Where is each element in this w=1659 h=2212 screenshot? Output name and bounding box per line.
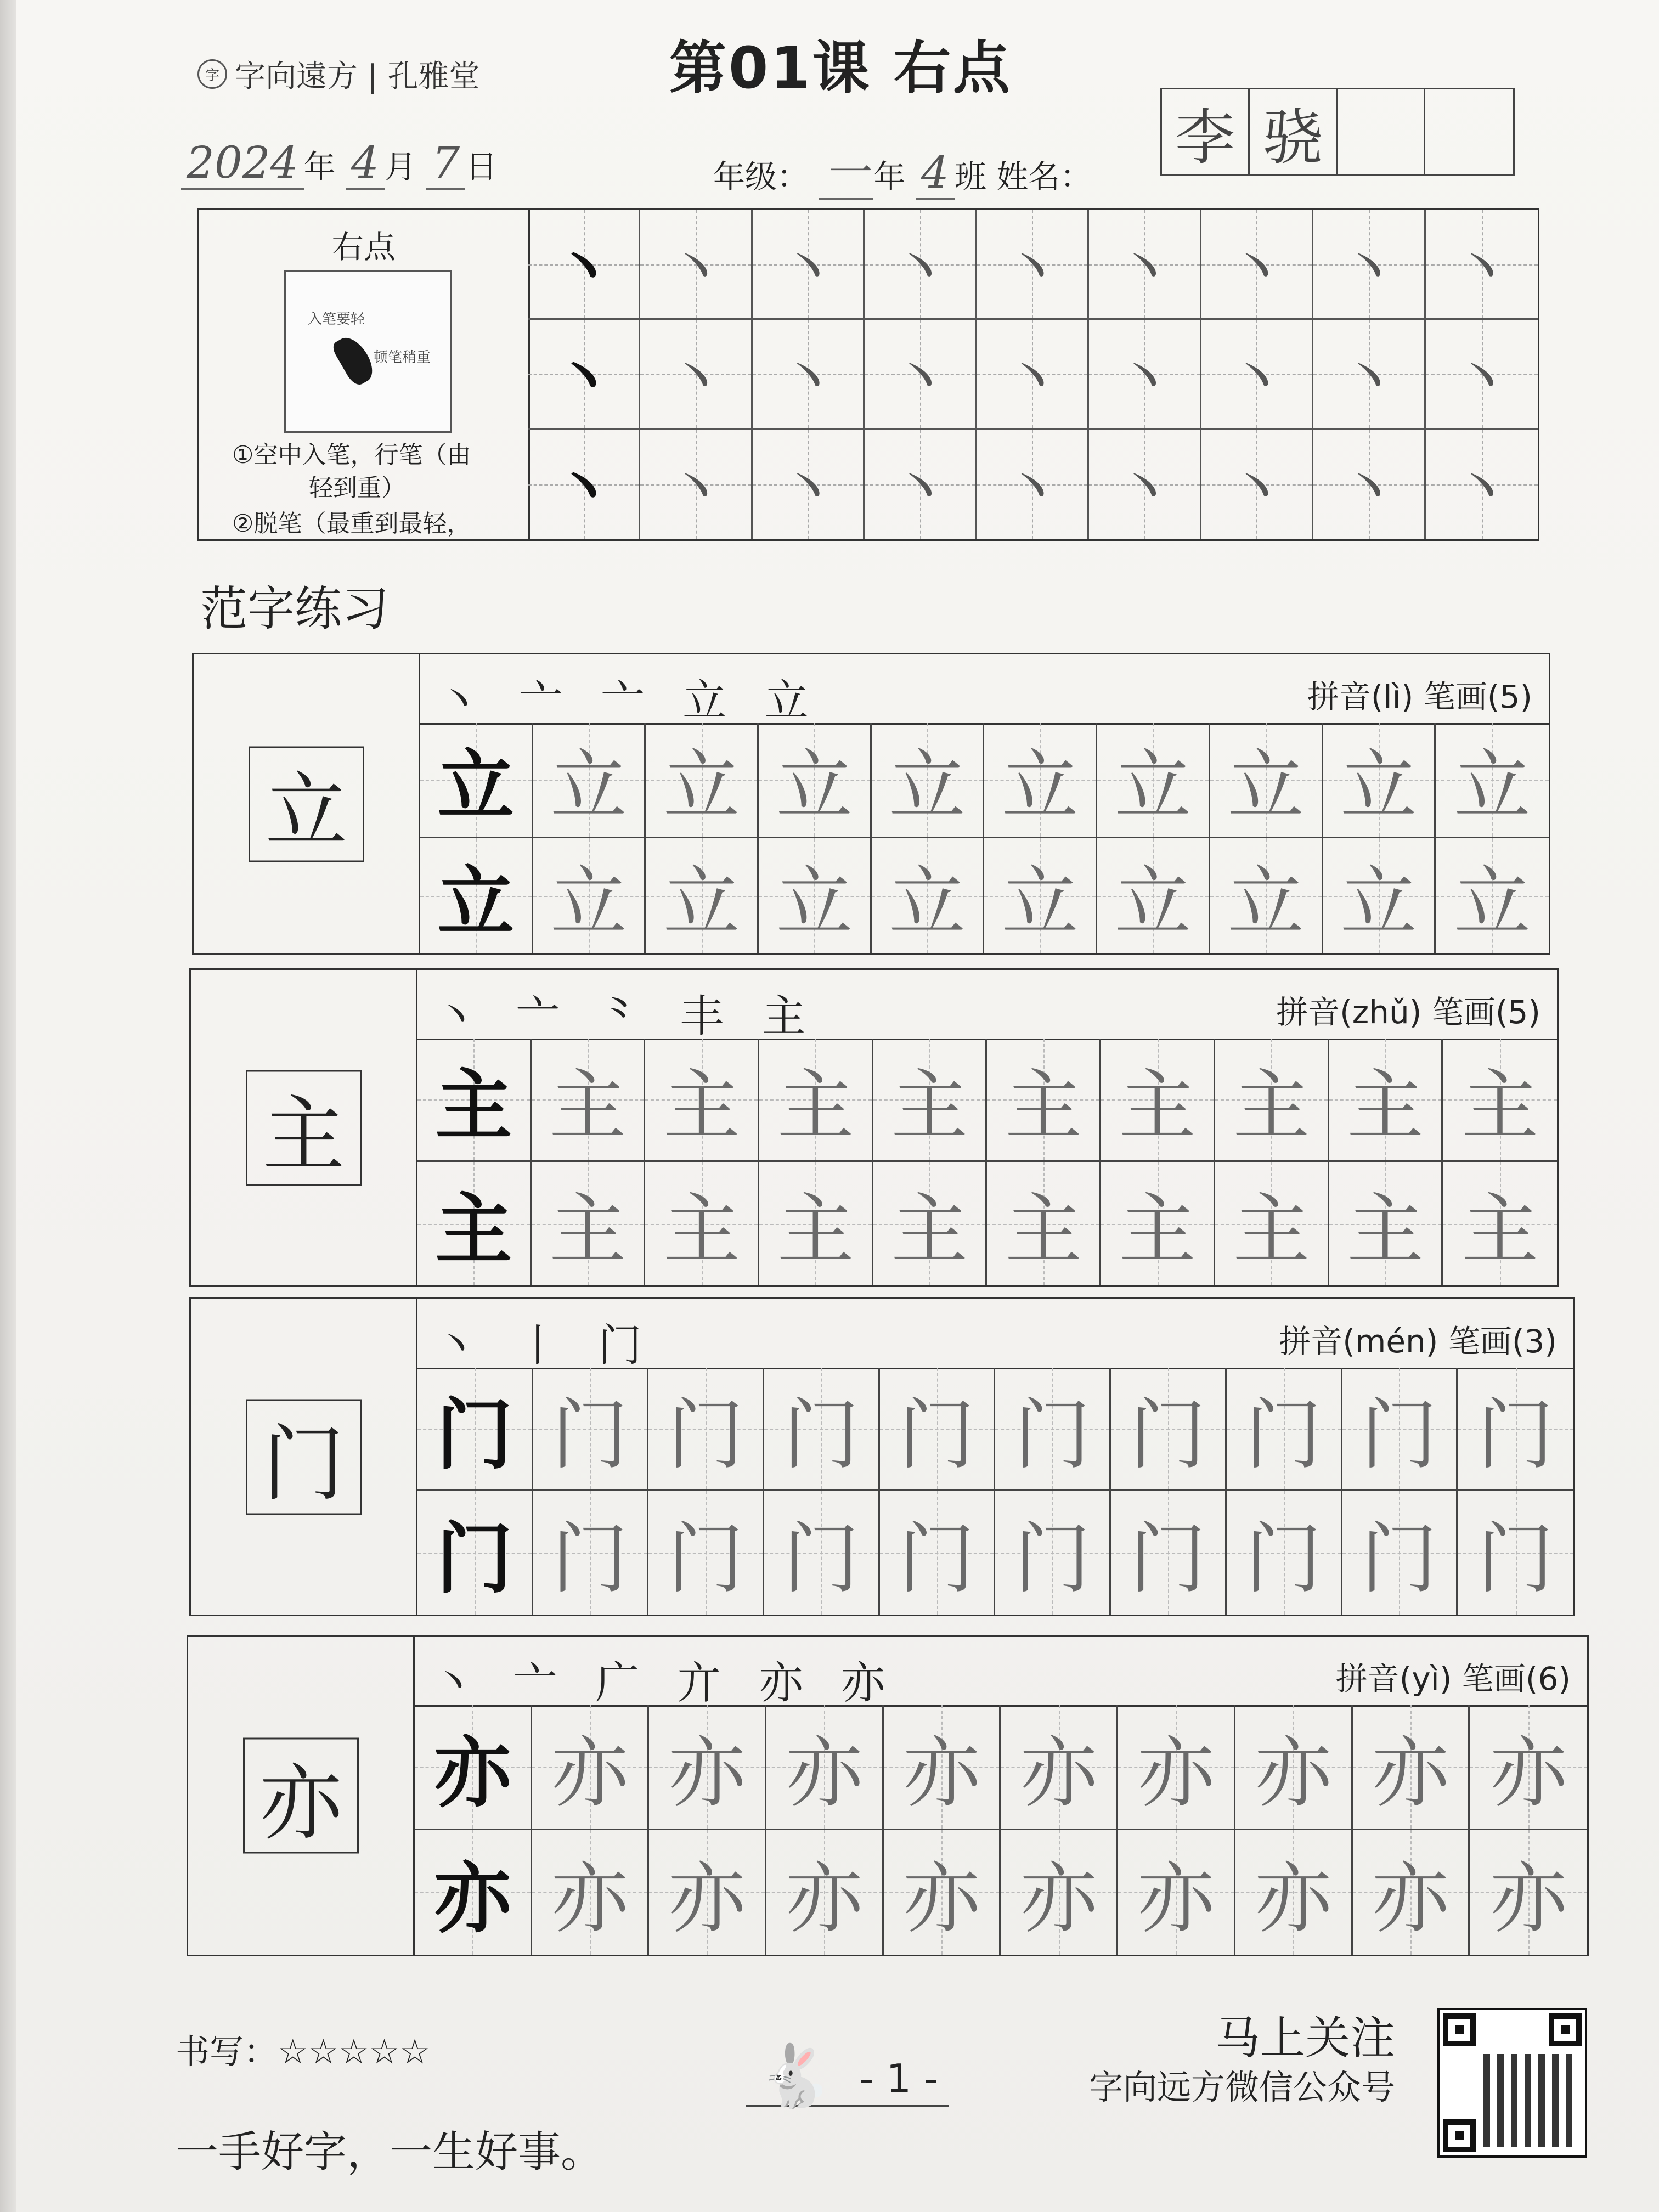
practice-cell — [533, 1368, 649, 1491]
practice-cell — [415, 1705, 532, 1830]
class-value: 4 — [916, 147, 955, 200]
practice-cell — [1097, 838, 1210, 953]
stroke-practice-cell — [865, 430, 977, 539]
practice-cell — [1329, 1162, 1443, 1285]
stroke-mark: 丶 — [1338, 343, 1399, 414]
practice-character: 门 — [667, 1390, 744, 1480]
practice-character: 主 — [891, 1186, 968, 1275]
wechat-account-text: 字向远方微信公众号 — [1089, 2067, 1396, 2107]
practice-character: 立 — [1340, 742, 1417, 831]
stroke-mark: 丶 — [1002, 343, 1063, 414]
stroke-note: 轻到重） — [309, 474, 405, 502]
practice-cell — [766, 1830, 884, 1955]
practice-cell — [1353, 1705, 1470, 1830]
stroke-practice-cell — [1313, 430, 1425, 539]
practice-cell — [532, 1162, 646, 1285]
practice-cell — [1101, 1162, 1215, 1285]
practice-cell — [1215, 1162, 1329, 1285]
practice-character: 门 — [898, 1515, 975, 1604]
stroke-mark: 丶 — [1226, 234, 1287, 304]
stroke-practice-cell — [753, 320, 865, 430]
stroke-order: 丶 亠 ⺀ 丰 主 — [434, 991, 818, 1042]
stroke-mark: 丶 — [1338, 234, 1399, 304]
stroke-practice-cell — [1201, 320, 1313, 430]
practice-cell — [884, 1705, 1001, 1830]
stroke-order: 丶 亠 广 亣 亦 亦 — [431, 1657, 898, 1708]
stroke-mark: 丶 — [777, 234, 838, 304]
month-label: 月 — [384, 148, 416, 185]
stroke-mark: 丶 — [1226, 343, 1287, 414]
model-character: 主 — [246, 1070, 362, 1186]
practice-cell — [759, 1162, 873, 1285]
practice-cell — [873, 1162, 988, 1285]
practice-character: 门 — [1477, 1390, 1554, 1480]
practice-cell — [533, 723, 646, 838]
stroke-practice-cell — [640, 320, 752, 430]
practice-character: 主 — [1005, 1186, 1082, 1275]
stroke-count: 笔画(6) — [1462, 1660, 1571, 1697]
name-char — [1425, 89, 1513, 176]
practice-cell — [1342, 1491, 1458, 1615]
practice-character: 立 — [1340, 857, 1417, 947]
stroke-mark: 丶 — [665, 234, 726, 304]
practice-cell — [873, 1039, 988, 1162]
practice-cell — [1001, 1705, 1118, 1830]
dot-stroke-illustration — [330, 332, 379, 388]
date-line — [181, 137, 497, 188]
stroke-intro-title: 右点 — [331, 228, 396, 266]
practice-cell — [532, 1039, 646, 1162]
stroke-practice-cell — [977, 210, 1089, 320]
char-info — [1276, 986, 1541, 1032]
practice-cell — [759, 838, 872, 953]
practice-character: 亦 — [786, 1728, 863, 1818]
qr-finder — [1443, 2013, 1476, 2046]
stroke-mark: 丶 — [1002, 454, 1063, 524]
practice-cell — [1097, 723, 1210, 838]
practice-character: 立 — [776, 857, 853, 947]
stroke-mark: 丶 — [1114, 343, 1175, 414]
practice-character: 主 — [777, 1061, 854, 1151]
pinyin: 拼音(zhǔ) — [1276, 994, 1422, 1031]
stroke-practice-cell — [1313, 210, 1425, 320]
stroke-practice-cell — [865, 320, 977, 430]
practice-character: 门 — [898, 1390, 975, 1480]
char-info — [1307, 671, 1532, 717]
model-character: 立 — [249, 746, 364, 862]
practice-character: 主 — [1346, 1186, 1424, 1275]
practice-area — [416, 1299, 1573, 1615]
stroke-mark: 丶 — [1114, 454, 1175, 524]
date-month: 4 — [346, 137, 385, 190]
worksheet — [16, 0, 1659, 2212]
practice-cell — [1235, 1830, 1353, 1955]
stroke-practice-cell — [753, 210, 865, 320]
stroke-practice-cell — [1426, 430, 1538, 539]
practice-character: 门 — [782, 1515, 860, 1604]
class-label: 班 — [954, 158, 986, 195]
stroke-mark: 丶 — [1451, 454, 1512, 524]
character-block — [189, 1297, 1575, 1616]
practice-character: 门 — [1130, 1390, 1207, 1480]
practice-character: 立 — [550, 742, 628, 831]
practice-character: 亦 — [1255, 1728, 1332, 1818]
practice-character: 门 — [1130, 1515, 1207, 1604]
brand-mark: 字 — [198, 59, 227, 89]
practice-cell — [880, 1491, 996, 1615]
stroke-mark: 丶 — [553, 343, 614, 414]
practice-cell — [995, 1491, 1111, 1615]
practice-character: 亦 — [434, 1728, 511, 1818]
practice-cell — [1323, 723, 1436, 838]
practice-cell — [1210, 838, 1323, 953]
practice-character: 门 — [1361, 1515, 1438, 1604]
slogan: 一手好字，一生好事。 — [176, 2128, 604, 2177]
practice-cell — [984, 723, 1097, 838]
section-title: 范字练习 — [200, 582, 389, 636]
stroke-practice-cell — [1201, 430, 1313, 539]
practice-character: 主 — [1346, 1061, 1424, 1151]
practice-character: 立 — [776, 742, 853, 831]
stroke-practice-cell — [640, 430, 752, 539]
pinyin: 拼音(yì) — [1335, 1660, 1452, 1697]
class-line — [713, 137, 1092, 200]
stroke-practice-cell — [1089, 210, 1201, 320]
practice-character: 门 — [1245, 1515, 1322, 1604]
brand-text: 字向遠方 | 孔雅堂 — [235, 59, 480, 94]
practice-character: 门 — [667, 1515, 744, 1604]
practice-cell — [987, 1039, 1101, 1162]
writing-rating: 书写：☆☆☆☆☆ — [176, 2032, 430, 2072]
stroke-mark: 丶 — [890, 454, 951, 524]
stroke-practice-cell — [977, 430, 1089, 539]
practice-cell — [646, 723, 759, 838]
stroke-practice-cell — [1426, 210, 1538, 320]
practice-cell — [759, 723, 872, 838]
practice-cell — [533, 1491, 649, 1615]
pinyin: 拼音(mén) — [1279, 1323, 1438, 1360]
stroke-order-row — [420, 654, 1549, 725]
stroke-practice-cell — [528, 210, 640, 320]
practice-character: 门 — [1014, 1515, 1091, 1604]
practice-cell — [648, 1368, 764, 1491]
practice-character: 立 — [1114, 742, 1192, 831]
practice-grid — [417, 1368, 1573, 1615]
grade-value: 一 — [819, 147, 873, 200]
practice-cell — [759, 1039, 873, 1162]
practice-character: 主 — [1005, 1061, 1082, 1151]
char-info — [1336, 1653, 1571, 1699]
practice-cell — [1227, 1368, 1342, 1491]
practice-area — [416, 970, 1557, 1285]
stroke-practice-cell — [865, 210, 977, 320]
practice-character: 立 — [550, 857, 628, 947]
practice-character: 亦 — [1020, 1854, 1097, 1944]
stroke-order: 丶 丨 门 — [434, 1320, 654, 1371]
practice-character: 亦 — [1490, 1728, 1567, 1818]
stroke-mark: 丶 — [1002, 234, 1063, 304]
stroke-mark: 丶 — [1114, 234, 1175, 304]
follow-text: 马上关注 — [1215, 2012, 1396, 2064]
practice-character: 立 — [1114, 857, 1192, 947]
practice-cell — [1101, 1039, 1215, 1162]
practice-character: 亦 — [1255, 1854, 1332, 1944]
date-day: 7 — [426, 137, 465, 190]
practice-character: 立 — [663, 742, 740, 831]
practice-character: 主 — [777, 1186, 854, 1275]
name-box — [1160, 88, 1515, 176]
practice-character: 门 — [1245, 1390, 1322, 1480]
practice-character: 主 — [1233, 1061, 1310, 1151]
practice-cell — [1111, 1491, 1227, 1615]
practice-character: 主 — [891, 1061, 968, 1151]
practice-character: 门 — [1477, 1515, 1554, 1604]
practice-cell — [1210, 723, 1323, 838]
practice-cell — [646, 838, 759, 953]
practice-character: 亦 — [668, 1728, 746, 1818]
lesson-title: 第01课 右点 — [669, 35, 1012, 101]
stroke-grid — [528, 210, 1538, 539]
practice-character: 立 — [1001, 742, 1079, 831]
practice-cell — [1329, 1039, 1443, 1162]
practice-cell — [987, 1162, 1101, 1285]
practice-cell — [984, 838, 1097, 953]
practice-cell — [1342, 1368, 1458, 1491]
stroke-count: 笔画(3) — [1448, 1323, 1557, 1360]
practice-cell — [1118, 1705, 1235, 1830]
rabbit-icon: 🐇 — [757, 2041, 832, 2111]
practice-character: 门 — [551, 1515, 629, 1604]
stroke-mark: 丶 — [553, 454, 614, 524]
practice-character: 亦 — [1137, 1728, 1215, 1818]
practice-cell — [645, 1162, 759, 1285]
char-info — [1279, 1316, 1557, 1362]
practice-character: 立 — [437, 857, 515, 947]
fig-label-right: 顿笔稍重 — [374, 349, 431, 366]
practice-character: 立 — [1454, 742, 1531, 831]
year-label: 年 — [303, 148, 336, 185]
practice-cell — [880, 1368, 996, 1491]
stroke-mark: 丶 — [1338, 454, 1399, 524]
practice-cell — [1323, 838, 1436, 953]
practice-character: 亦 — [551, 1728, 629, 1818]
practice-cell — [420, 838, 533, 953]
practice-cell — [872, 838, 985, 953]
practice-character: 亦 — [1372, 1854, 1449, 1944]
name-label: 姓名： — [996, 158, 1092, 195]
practice-cell — [1111, 1368, 1227, 1491]
practice-cell — [872, 723, 985, 838]
practice-grid — [415, 1705, 1587, 1955]
practice-character: 主 — [1119, 1061, 1196, 1151]
practice-character: 亦 — [434, 1853, 511, 1944]
practice-character: 立 — [1227, 742, 1305, 831]
name-char: 李 — [1162, 89, 1250, 176]
practice-cell — [1118, 1830, 1235, 1955]
practice-character: 门 — [782, 1390, 860, 1480]
practice-cell — [645, 1039, 759, 1162]
practice-cell — [1001, 1830, 1118, 1955]
practice-cell — [533, 838, 646, 953]
qr-pattern — [1483, 2054, 1577, 2147]
practice-cell — [1215, 1039, 1329, 1162]
stroke-practice-cell — [1089, 430, 1201, 539]
practice-character: 立 — [1001, 857, 1079, 947]
stroke-mark: 丶 — [890, 234, 951, 304]
practice-character: 立 — [889, 857, 966, 947]
practice-cell — [1470, 1830, 1587, 1955]
practice-character: 门 — [551, 1390, 629, 1480]
stroke-mark: 丶 — [1451, 343, 1512, 414]
stroke-mark: 丶 — [1226, 454, 1287, 524]
practice-character: 主 — [663, 1061, 740, 1151]
practice-cell — [1436, 723, 1549, 838]
practice-cell — [1227, 1491, 1342, 1615]
stroke-practice-cell — [1201, 210, 1313, 320]
grade-suffix: 年 — [873, 158, 906, 195]
practice-character: 门 — [1014, 1390, 1091, 1480]
qr-finder — [1443, 2119, 1476, 2152]
practice-cell — [532, 1830, 650, 1955]
stroke-practice-cell — [1313, 320, 1425, 430]
name-char: 骁 — [1250, 89, 1338, 176]
character-block — [189, 968, 1559, 1287]
practice-grid — [417, 1039, 1557, 1285]
practice-character: 主 — [1462, 1061, 1539, 1151]
stroke-order-row — [415, 1637, 1587, 1707]
qr-finder — [1549, 2013, 1582, 2046]
practice-character: 主 — [663, 1186, 740, 1275]
practice-cell — [764, 1491, 880, 1615]
practice-character: 立 — [1454, 857, 1531, 947]
practice-character: 主 — [549, 1061, 627, 1151]
practice-character: 立 — [889, 742, 966, 831]
practice-character: 主 — [1462, 1186, 1539, 1275]
practice-character: 主 — [435, 1060, 512, 1151]
practice-cell — [1353, 1830, 1470, 1955]
practice-cell — [1470, 1705, 1587, 1830]
practice-character: 立 — [437, 741, 515, 831]
practice-character: 主 — [1119, 1186, 1196, 1275]
page-number-text: - 1 - — [859, 2055, 938, 2102]
stroke-practice-cell — [1426, 320, 1538, 430]
practice-cell — [766, 1705, 884, 1830]
stroke-practice-cell — [977, 320, 1089, 430]
stroke-practice-table — [198, 208, 1539, 541]
practice-character: 立 — [1227, 857, 1305, 947]
practice-cell — [649, 1705, 766, 1830]
name-char — [1338, 89, 1425, 176]
stroke-order-row — [417, 1299, 1573, 1369]
practice-cell — [415, 1830, 532, 1955]
practice-cell — [1436, 838, 1549, 953]
practice-cell — [1235, 1705, 1353, 1830]
practice-character: 亦 — [903, 1728, 980, 1818]
model-character: 亦 — [243, 1738, 359, 1854]
brand — [198, 52, 479, 96]
practice-cell — [417, 1039, 532, 1162]
qr-code — [1437, 2008, 1587, 2158]
grade-label: 年级： — [713, 158, 809, 195]
practice-cell — [417, 1368, 533, 1491]
practice-character: 主 — [549, 1186, 627, 1275]
stroke-practice-cell — [528, 320, 640, 430]
stroke-practice-cell — [640, 210, 752, 320]
practice-character: 亦 — [551, 1854, 629, 1944]
practice-cell — [649, 1830, 766, 1955]
practice-cell — [995, 1368, 1111, 1491]
practice-cell — [1458, 1368, 1573, 1491]
practice-character: 门 — [436, 1390, 513, 1480]
fig-label-top: 入笔要轻 — [308, 311, 365, 328]
stroke-practice-cell — [1089, 320, 1201, 430]
pinyin: 拼音(lì) — [1307, 678, 1414, 715]
stroke-diagram — [284, 270, 452, 433]
practice-cell — [417, 1162, 532, 1285]
practice-cell — [884, 1830, 1001, 1955]
stroke-count: 笔画(5) — [1423, 678, 1532, 715]
stroke-mark: 丶 — [890, 343, 951, 414]
practice-character: 亦 — [1490, 1854, 1567, 1944]
practice-cell — [420, 723, 533, 838]
stroke-mark: 丶 — [777, 343, 838, 414]
practice-character: 亦 — [786, 1854, 863, 1944]
model-character: 门 — [246, 1399, 362, 1515]
stroke-mark: 丶 — [665, 343, 726, 414]
practice-area — [419, 654, 1549, 953]
stroke-count: 笔画(5) — [1431, 994, 1541, 1031]
stroke-practice-cell — [753, 430, 865, 539]
practice-character: 主 — [1233, 1186, 1310, 1275]
practice-cell — [417, 1491, 533, 1615]
practice-character: 主 — [435, 1185, 512, 1275]
date-year: 2024 — [181, 137, 304, 190]
practice-character: 立 — [663, 857, 740, 947]
practice-grid — [420, 723, 1549, 953]
practice-cell — [648, 1491, 764, 1615]
stroke-mark: 丶 — [553, 234, 614, 304]
stroke-order-row — [417, 970, 1557, 1040]
practice-area — [413, 1637, 1587, 1955]
practice-cell — [1443, 1039, 1557, 1162]
practice-cell — [1443, 1162, 1557, 1285]
practice-character: 亦 — [1137, 1854, 1215, 1944]
practice-character: 亦 — [1020, 1728, 1097, 1818]
stroke-mark: 丶 — [665, 454, 726, 524]
practice-cell — [764, 1368, 880, 1491]
practice-character: 亦 — [903, 1854, 980, 1944]
practice-cell — [532, 1705, 650, 1830]
character-block — [192, 653, 1550, 955]
stroke-order: 丶 亠 亠 立 立 — [437, 675, 821, 726]
practice-character: 门 — [1361, 1390, 1438, 1480]
stroke-practice-cell — [528, 430, 640, 539]
practice-character: 亦 — [1372, 1728, 1449, 1818]
practice-cell — [1458, 1491, 1573, 1615]
practice-character: 亦 — [668, 1854, 746, 1944]
stroke-note: ①空中入笔，行笔（由 — [232, 441, 471, 469]
day-label: 日 — [465, 148, 498, 185]
stroke-mark: 丶 — [1451, 234, 1512, 304]
stroke-intro — [199, 210, 530, 539]
practice-character: 门 — [436, 1514, 513, 1604]
stroke-mark: 丶 — [777, 454, 838, 524]
stroke-note: ②脱笔（最重到最轻， — [232, 510, 471, 538]
character-block — [187, 1635, 1589, 1956]
page-number — [746, 2041, 949, 2111]
